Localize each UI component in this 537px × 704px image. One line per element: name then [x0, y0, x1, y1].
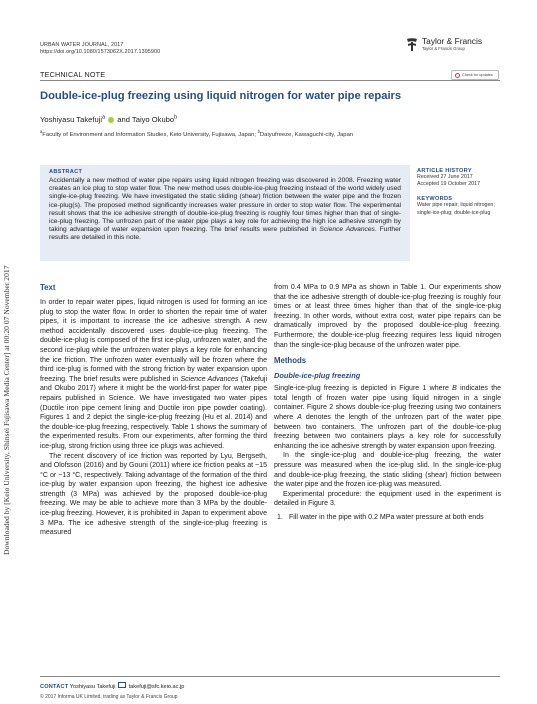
right-paragraph-continued: from 0.4 MPa to 0.9 MPa as shown in Table 1. Our experiments show that the ice adhesive strength of double-ice-plug freezing is roughly four times or at least three times higher than that of the single-ice-plug freezing. In other words, without extra cost, water pipe repairs can be dramatically improved by the proposed double-ice-plug freezing. Furthermore, the double-ice-plug freezing requires less liquid nitrogen than the single-ice-plug because of the unfrozen water pipe.: [274, 284, 501, 349]
abstract-text: [49, 177, 401, 243]
right-column: [274, 283, 501, 522]
m1-var-b: B: [452, 385, 457, 393]
article-history-heading: ARTICLE HISTORY: [417, 168, 472, 174]
footer-divider: [40, 676, 500, 677]
methods-paragraph-2: In the single-ice-plug and double-ice-plug freezing, the water pressure was measured when the ice-plug slid. In the single-ice-plug and double-ice-plug freezing, the static sliding (shear) friction between the water pipe and the frozen ice-plug was measured.: [274, 452, 501, 489]
affil-a-text: Faculty of Environment and Information Studies, Keio University, Fujisawa, Japan;: [42, 132, 258, 138]
section-heading-text: Text: [40, 283, 56, 292]
author-1-name[interactable]: Yoshiyasu Takefuji: [40, 115, 103, 124]
abstract-box: [40, 165, 410, 261]
contact-line: [40, 682, 184, 690]
received-date: Received 27 June 2017: [417, 174, 473, 180]
abstract-text-end: . Further results are detailed in this note.: [49, 226, 401, 242]
procedure-step-number: 1.: [277, 513, 283, 521]
abstract-heading: ABSTRACT: [49, 169, 83, 175]
affiliations: [40, 129, 354, 138]
m1-part-c: denotes the length of the unfrozen part of the water pipe between two containers. The unfrozen part of the double-ice-plug freezing between two containers plays a key role for successfully enhancing the ice adhesive strength by water expansion upon freezing.: [274, 413, 501, 450]
m1-part-b: indicates the total length of frozen water pipe using liquid nitrogen in a single container. Figure 2 shows double-ice-plug freezing using two containers where: [274, 385, 501, 421]
m1-var-a: A: [297, 413, 302, 421]
section-heading-methods: Methods: [274, 356, 307, 366]
publisher-emblem-icon: [405, 37, 419, 53]
publisher-subname: Taylor & Francis Group: [422, 46, 465, 51]
m1-part-a: Single-ice-plug freezing is depicted in Figure 1 where: [274, 385, 453, 393]
left-paragraph-2: The recent discovery of ice friction was reported by Lyu, Bergseth, and Olofsson (2016) and by Gouni (2011) where ice friction peaks at −15 °C or −13 °C, respectively. Taking advantage of the formation of the third ice-plug by water expansion upon freezing, the highest ice adhesive strength (3 MPa) was achieved by the proposed double-ice-plug freezing. We may be able to achieve more than 3 MPa by the double-ice-plug freezing. However, it is prohibited in Japan to experiment above 3 MPa. The ice adhesive strength of the single-ice-plug freezing is measured: [40, 452, 267, 537]
accepted-date: Accepted 19 October 2017: [417, 181, 481, 188]
copyright-notice: © 2017 Informa UK Limited, trading as Taylor & Francis Group: [40, 694, 178, 700]
contact-label: CONTACT: [40, 684, 69, 690]
methods-paragraph-1: [274, 384, 501, 451]
author-1-sup: a: [102, 114, 106, 121]
crossmark-icon: [455, 73, 460, 78]
author-2-sup: b: [174, 114, 178, 121]
header-divider: [40, 80, 500, 81]
download-watermark: Downloaded by [Keio University, Shinsei Fujisawa Media Center] at 00:20 07 November 2017: [2, 265, 11, 555]
publisher-logo: [405, 37, 482, 53]
orcid-icon[interactable]: [108, 117, 114, 123]
procedure-step-text: Fill water in the pipe with 0.2 MPa water pressure at both ends: [289, 513, 484, 521]
abstract-journal-ref: Science Advances: [319, 226, 375, 234]
affil-b-text: Daiyufreeze, Kawaguchi-city, Japan: [259, 132, 354, 138]
left-paragraph-1: [40, 298, 267, 452]
journal-doi-link[interactable]: https://doi.org/10.1080/1573062X.2017.1395900: [40, 49, 161, 55]
affil-a-sup: a: [40, 129, 43, 135]
publisher-name: Taylor & Francis: [422, 36, 483, 46]
left-p1-journal-ref: Science Advances: [180, 375, 239, 383]
author-connector: and Taiyo Okubo: [117, 115, 175, 124]
procedure-step-1: [274, 513, 501, 523]
abstract-text-main: Accidentally a new method of water pipe repairs using liquid nitrogen freezing was discovered in 2008. Freezing water creates an ice plug to stop water flow. The new method uses double-ice-plug freezing instead of the world widely used single-ice-plug freezing. We have investigated the static sliding (shear) friction between the water pipe and the frozen ice-plug(s). The proposed method significantly increases water pressure in order to stop water flow. The experimental result shows that the ice adhesive strength of double-ice-plug freezing is roughly four times higher than that of single-ice-plug freezing. The unfrozen part of the water pipe plays a key role for achieving the high ice adhesive strength by taking advantage of water expansion upon freezing. The brief results were published in: [49, 177, 401, 234]
check-updates-label: Check for updates: [462, 73, 493, 77]
email-icon: [118, 682, 126, 688]
article-type: TECHNICAL NOTE: [40, 70, 106, 79]
left-p1-part-b: (Takefuji and Okubo 2017) where it might be the world-first paper for water pipe repairs published in Science. We have investigated two water pipes (Ductile iron pipe cement lining and Ductile iron pipe powder coating). Figures 1 and 2 depict the single-ice-plug freezing (Hu et al. 2014) and the double-ice-plug freezing, respectively. Table 1 shows the summary of the experimented results. From our experiments, after forming the third ice-plug, strong friction using three ice plugs was achieved.: [40, 375, 268, 450]
keywords-list: Water pipe repair; liquid nitrogen; single-ice-plug; double-ice-plug: [417, 202, 495, 216]
check-updates-button[interactable]: [451, 70, 499, 80]
affil-b-sup: b: [257, 129, 260, 135]
methods-paragraph-3: Experimental procedure: the equipment used in the experiment is detailed in Figure 3.: [274, 490, 501, 508]
contact-email-link[interactable]: takefuji@sfc.keio.ac.jp: [128, 684, 185, 690]
contact-name: Yoshiyasu Takefuji: [69, 684, 116, 690]
journal-name: URBAN WATER JOURNAL, 2017: [40, 42, 124, 48]
left-column: [40, 283, 267, 538]
article-title: Double-ice-plug freezing using liquid nitrogen for water pipe repairs: [40, 90, 402, 102]
left-p1-part-a: In order to repair water pipes, liquid nitrogen is used for forming an ice plug to stop the water flow. In order to shorten the repair time of water pipes, it is important to increase the ice adhesive strength. A new method accidentally discovered uses double-ice-plug freezing. The double-ice-plug is composed of the first ice-plug, unfrozen water, and the second ice-plug while the unfrozen water plays a key role for enhancing the ice friction. The unfrozen water eventually will be frozen where the third ice-plug is formed with the strong friction by water expansion upon freezing. The brief results were published in: [40, 299, 267, 383]
journal-header: [40, 42, 160, 56]
subsection-heading-double-ice-plug: Double-ice-plug freezing: [274, 371, 361, 381]
author-line: [40, 115, 177, 124]
keywords-heading: KEYWORDS: [417, 196, 453, 203]
article-info-panel: [417, 168, 505, 217]
